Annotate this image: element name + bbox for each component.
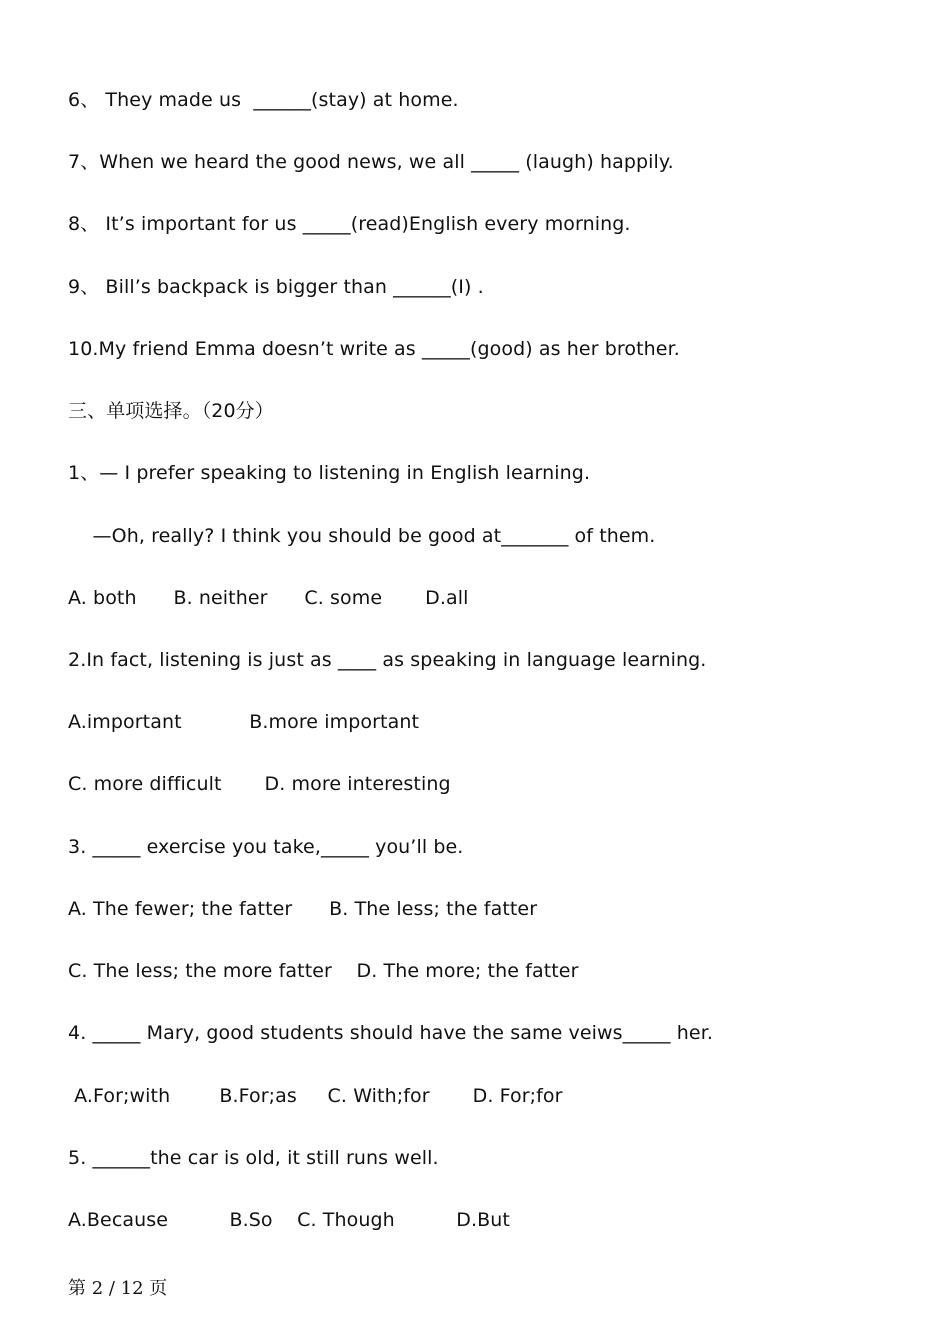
exercise-item-7: 7、When we heard the good news, we all _____ (laugh) happily. — [68, 151, 674, 173]
exercise-item-6: 6、 They made us ______(stay) at home. — [68, 89, 459, 111]
exercise-item-8: 8、 It’s important for us _____(read)English every morning. — [68, 213, 631, 235]
question-2-options-cd: C. more difficult D. more interesting — [68, 773, 451, 795]
question-2-options-ab: A.important B.more important — [68, 711, 420, 733]
question-3-options-ab: A. The fewer; the fatter B. The less; the fatter — [68, 898, 538, 920]
page-number: 第 2 / 12 页 — [68, 1278, 168, 1299]
question-5-stem: 5. ______the car is old, it still runs well. — [68, 1147, 439, 1169]
exercise-item-9: 9、 Bill’s backpack is bigger than ______(I) . — [68, 276, 484, 298]
question-3-options-cd: C. The less; the more fatter D. The more; the fatter — [68, 960, 579, 982]
question-1-options: A. both B. neither C. some D.all — [68, 587, 469, 609]
question-5-options: A.Because B.So C. Though D.But — [68, 1209, 510, 1231]
question-1-line-1: 1、— I prefer speaking to listening in English learning. — [68, 462, 591, 484]
question-2-stem: 2.In fact, listening is just as ____ as speaking in language learning. — [68, 649, 707, 671]
question-4-stem: 4. _____ Mary, good students should have the same veiws_____ her. — [68, 1022, 714, 1044]
question-1-line-2: —Oh, really? I think you should be good at_______ of them. — [68, 525, 656, 547]
exercise-item-10: 10.My friend Emma doesn’t write as _____(good) as her brother. — [68, 338, 680, 360]
question-4-options: A.For;with B.For;as C. With;for D. For;for — [68, 1085, 563, 1107]
question-3-stem: 3. _____ exercise you take,_____ you’ll be. — [68, 836, 464, 858]
section-three-heading: 三、单项选择。（20分） — [68, 400, 274, 422]
